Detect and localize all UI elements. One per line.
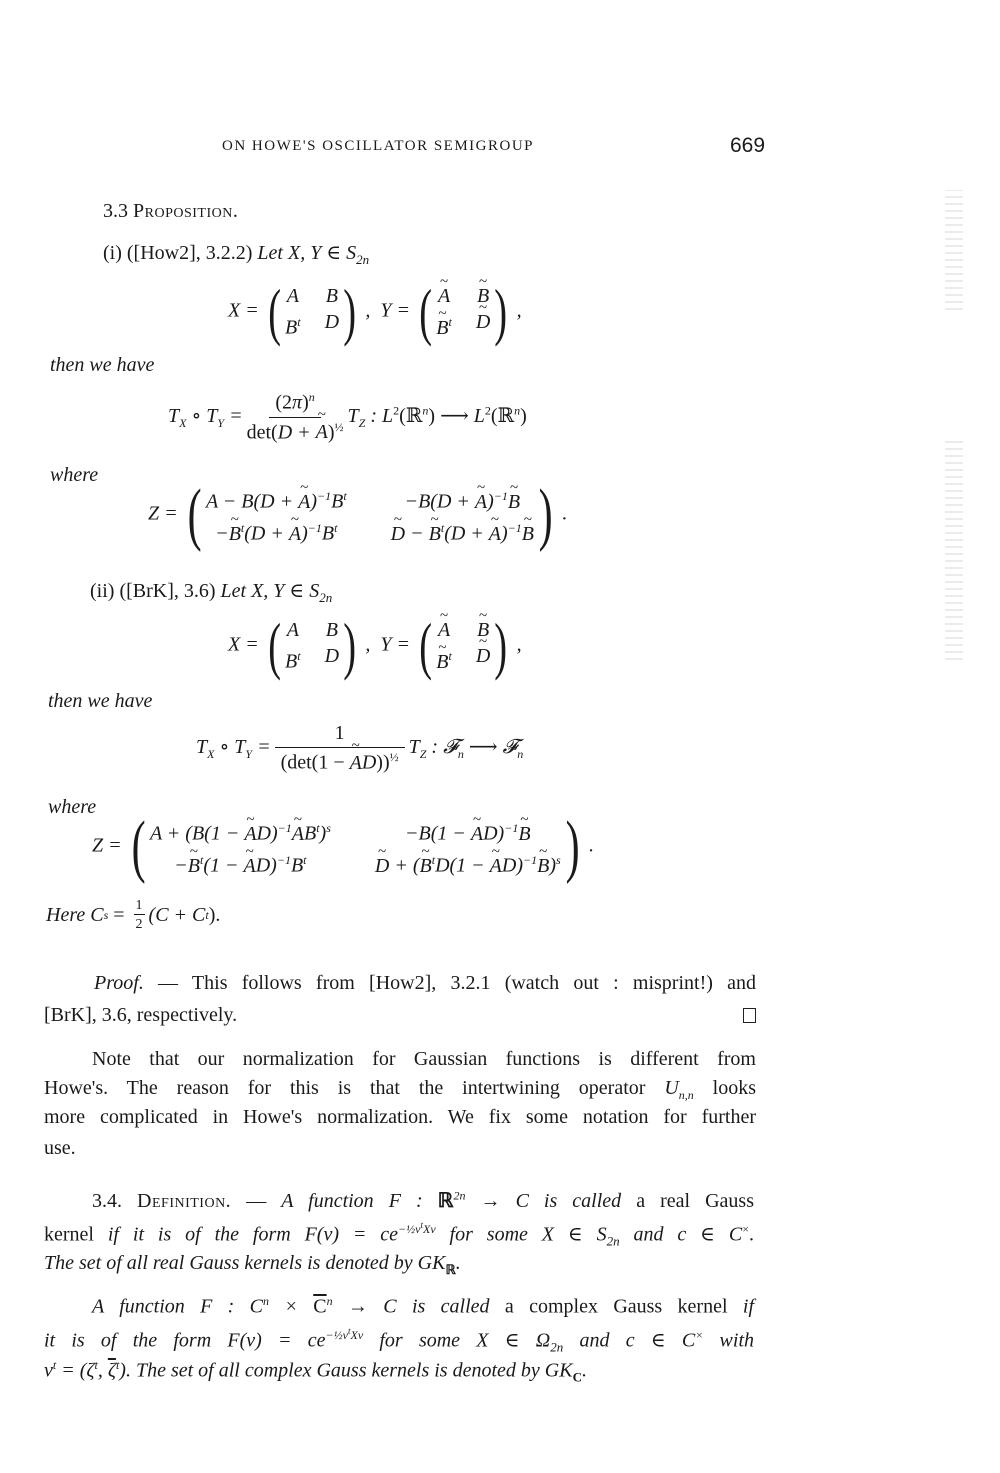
note-line-3: more complicated in Howe's normalization. We fix some notation for further bbox=[44, 1106, 756, 1128]
part-ii-line: (ii) ([BrK], 3.6) Let X, Y ∈ $S_{2n}$ bbox=[90, 580, 333, 605]
proposition-heading: 3.3 Proposition. bbox=[103, 200, 239, 222]
definition-line-2: kernel if it is of the form $F(v) = ce^{-\frac{1}{2}v^tXv}$ for some X ∈ $S_{2n}$ and c ∈ C×. bbox=[44, 1220, 754, 1249]
matrix-equation-ii: X = ( A B $B^t$ D ) , Y = ( ~ A ~ B ~ $B^t$ ~ D ) , bbox=[228, 614, 522, 678]
definition-line-6: $v^t = (\zeta^t$, $\overline{\zeta}^t$). The set of all complex Gauss kernels is denoted by $GK_C$. bbox=[44, 1358, 587, 1385]
scan-artifact bbox=[945, 190, 963, 310]
page-number: 669 bbox=[730, 134, 766, 157]
then-we-have-i: then we have bbox=[50, 354, 155, 376]
note-line-4: use. bbox=[44, 1137, 76, 1159]
matrix-equation-i: X = ( A B $B^t$ D ) , Y = ( ~ A ~ B ~ $B^t$ ~ D ) , bbox=[228, 280, 522, 344]
composition-formula-ii: $T_X$ ∘ $T_Y$ = $\frac{1}{(\det(1 - \sim AD))^{\frac{1}{2}}}$ $T_Z$ : 𝓕$_n$ ⟶ 𝓕$_n$ bbox=[196, 722, 523, 775]
definition-line-3: The set of all real Gauss kernels is denoted by $GK_ℝ$. bbox=[44, 1252, 461, 1277]
composition-formula-i: $T_X$ ∘ $T_Y$ = $\frac{(2\pi)^n}{\det(D + \sim A)^{\frac{1}{2}}}$ $T_Z$ : $L^2(ℝ^n)$ ⟶ $L^2(ℝ^n)$ bbox=[168, 390, 527, 444]
note-line-1: Note that our normalization for Gaussian functions is different from bbox=[92, 1048, 756, 1070]
qed-box-icon bbox=[743, 1008, 756, 1023]
where-ii: where bbox=[48, 796, 97, 818]
z-matrix-ii: Z = ( A + (B(1 − ~ AD)$^{-1}$~ $AB^t)^s$ −B(1 − ~ AD)$^{-1}$~ B −~ $B^t(1$ − ~ $AD)^{-1}B^t$ ~ D + (~ $B^tD(1$ − ~ AD)$^{-1}$~ B)$^s$ ) . bbox=[92, 812, 594, 882]
proof-line-1: Proof. — This follows from [How2], 3.2.1 (watch out : misprint!) and bbox=[94, 972, 756, 994]
here-line: Here C s = $\frac{1}{2}$ (C + C t ). bbox=[46, 898, 221, 932]
scan-artifact bbox=[945, 440, 963, 660]
then-we-have-ii: then we have bbox=[48, 690, 153, 712]
where-i: where bbox=[50, 464, 99, 486]
definition-line-5: it is of the form $F(v) = ce^{-\frac{1}{2}v^tXv}$ for some X ∈ $\Omega_{2n}$ and c ∈ C× with bbox=[44, 1326, 755, 1355]
part-i-line: (i) ([How2], 3.2.2) Let X, Y ∈ $S_{2n}$ bbox=[103, 242, 370, 267]
note-line-2: Howe's. The reason for this is that the intertwining operator $U_{n,n}$ looks bbox=[44, 1077, 756, 1102]
definition-line-1: 3.4. Definition. — A function F : ℝ$^{2n}$ → C is called a real Gauss bbox=[92, 1188, 754, 1212]
proof-line-2: [BrK], 3.6, respectively. bbox=[44, 1004, 756, 1027]
z-matrix-i: Z = ( A − B(D + ~ $A)^{-1}B^t$ −B(D + ~ A)$^{-1}$~ B −~ $B^t(D$ + ~ $A)^{-1}B^t$ ~ D − ~ $B^t(D$ + ~ A)$^{-1}$~ B ) . bbox=[148, 480, 567, 550]
running-head: ON HOWE'S OSCILLATOR SEMIGROUP bbox=[222, 138, 535, 154]
definition-line-4: A function F : $C^n \times \overline{C}^n \to C$ is called a complex Gauss kernel if bbox=[92, 1294, 754, 1318]
